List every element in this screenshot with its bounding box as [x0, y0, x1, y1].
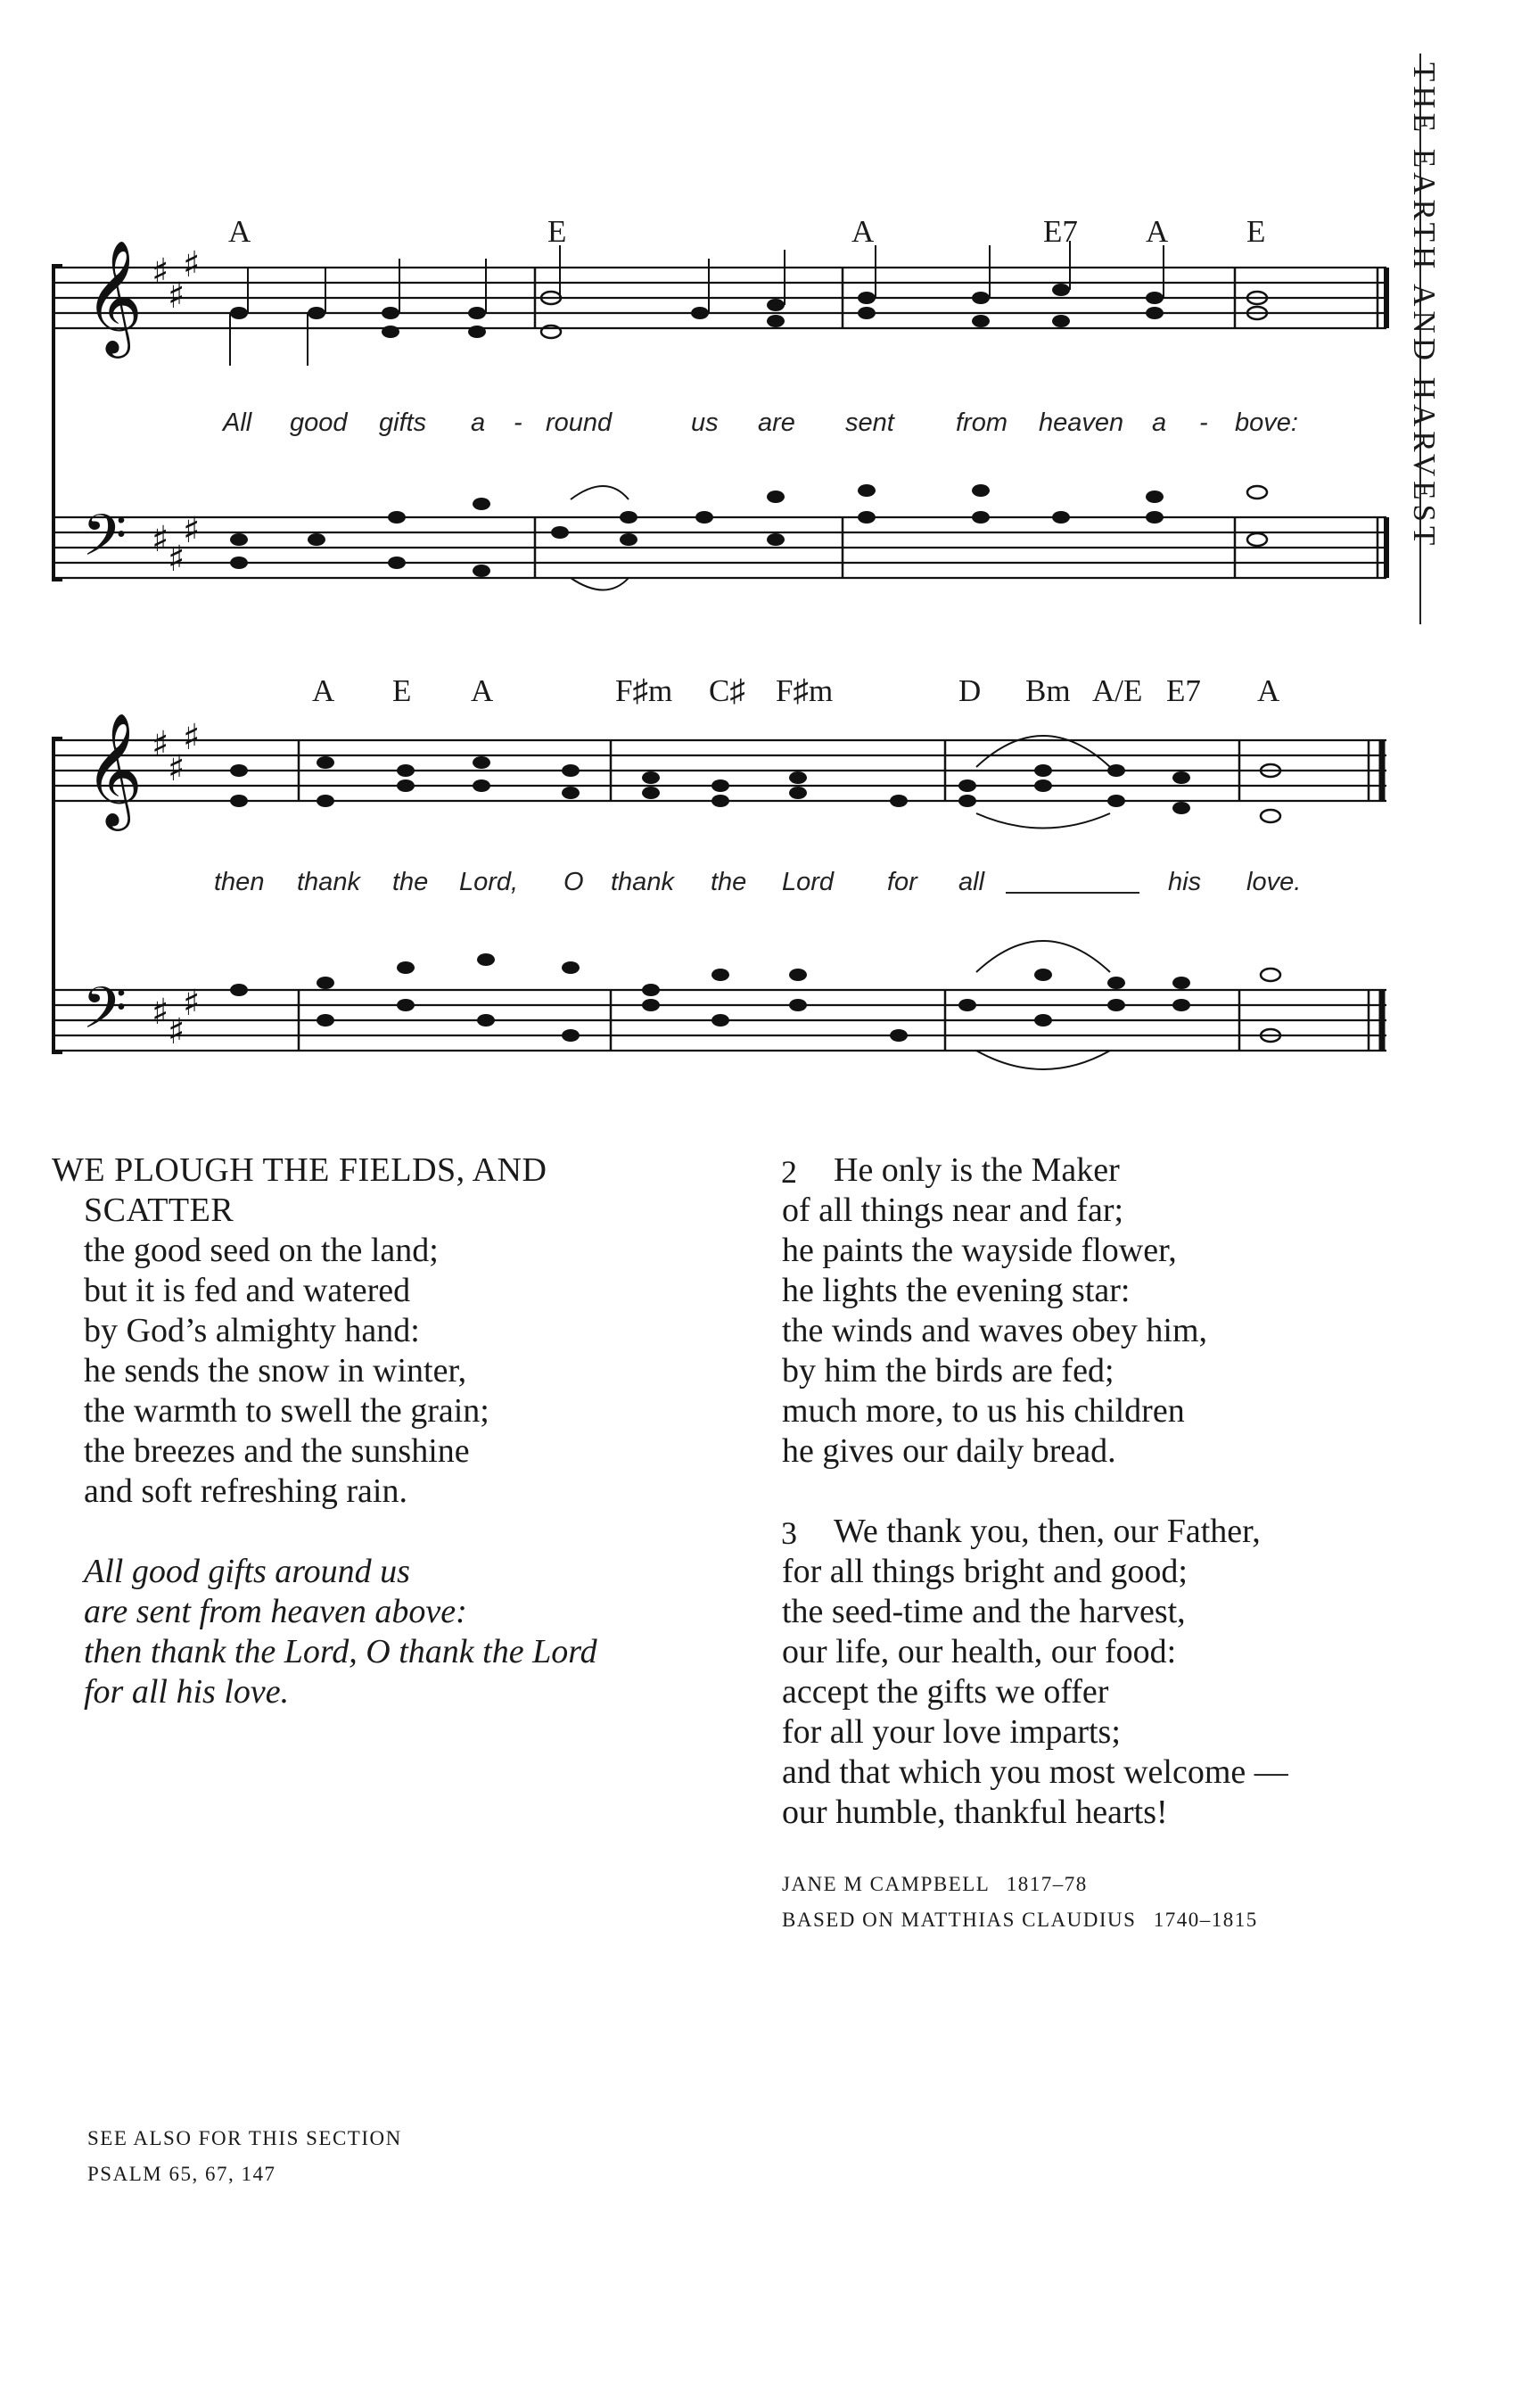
svg-text:♯: ♯: [183, 510, 201, 551]
hymn-title-continued: SCATTER: [84, 1192, 234, 1229]
lyric-syllable: from: [956, 408, 1008, 437]
verse-line: and that which you most welcome —: [782, 1753, 1288, 1791]
lyric-syllable: thank: [297, 868, 360, 896]
svg-text:♯: ♯: [168, 748, 185, 789]
svg-text:♯: ♯: [168, 539, 185, 580]
lyric-extender-line: [1006, 892, 1139, 894]
svg-text:♯: ♯: [152, 992, 169, 1033]
treble-clef-icon: 𝄞: [85, 239, 144, 353]
lyrics-row-2: [0, 868, 1427, 903]
chord-symbol: F♯m: [615, 673, 673, 708]
music-system-2: [0, 0, 1427, 1115]
lyric-syllable: then: [214, 868, 265, 896]
verse-line: for all things bright and good;: [782, 1553, 1188, 1590]
svg-text:♯: ♯: [183, 244, 201, 285]
lyric-syllable: Lord: [782, 868, 835, 896]
verse-line: our humble, thankful hearts!: [782, 1794, 1168, 1831]
svg-text:♯: ♯: [183, 717, 201, 758]
svg-text:♯: ♯: [183, 983, 201, 1024]
svg-text:♯: ♯: [152, 519, 169, 560]
chord-symbol: A: [228, 214, 251, 249]
verse-2: [834, 1150, 1120, 1191]
bass-notes-2: [230, 953, 1190, 1042]
chord-symbol: F♯m: [776, 673, 834, 708]
lyric-syllable: All: [223, 408, 252, 437]
chord-symbol: D: [958, 673, 982, 708]
chord-symbol: E: [547, 214, 567, 249]
chord-symbol: A/E: [1092, 673, 1143, 708]
lyric-syllable: thank: [611, 868, 674, 896]
chord-symbol: A: [1257, 673, 1280, 708]
author-credit: [782, 1873, 1088, 1896]
refrain: [84, 1552, 597, 1712]
chord-symbol: E7: [1166, 673, 1201, 708]
lyric-syllable: the: [711, 868, 747, 896]
verse-line: he paints the wayside flower,: [782, 1232, 1177, 1269]
chord-symbol: C♯: [709, 673, 745, 708]
verse-line: and soft refreshing rain.: [84, 1472, 407, 1510]
lyric-syllable: a: [471, 408, 486, 437]
svg-text:♯: ♯: [168, 1011, 185, 1052]
verse-line: he sends the snow in winter,: [84, 1352, 467, 1390]
svg-text:♯: ♯: [152, 724, 169, 765]
verse-line: accept the gifts we offer: [782, 1673, 1109, 1711]
verse-line: We thank you, then, our Father,: [834, 1513, 1261, 1550]
source-dates: 1740–1815: [1153, 1909, 1258, 1931]
bass-clef-icon: 𝄢: [82, 503, 127, 583]
lyric-syllable: sent: [845, 408, 894, 437]
lyric-syllable: for: [887, 868, 917, 896]
verse-line: the warmth to swell the grain;: [84, 1392, 489, 1430]
verse-line: the seed-time and the harvest,: [782, 1593, 1186, 1630]
see-also-heading: SEE ALSO FOR THIS SECTION: [87, 2127, 402, 2149]
chord-symbol: E7: [1043, 214, 1078, 249]
chord-symbol: E: [392, 673, 412, 708]
lyric-syllable: Lord,: [459, 868, 519, 896]
verse-number: 2: [781, 1154, 797, 1190]
chord-symbol: A: [471, 673, 494, 708]
lyric-syllable: gifts: [379, 408, 427, 437]
svg-text:♯: ♯: [168, 276, 185, 317]
lyric-syllable: -: [514, 408, 522, 437]
chord-symbol: Bm: [1025, 673, 1071, 708]
verse-line: He only is the Maker: [834, 1151, 1120, 1189]
chord-symbol: A: [1146, 214, 1169, 249]
section-running-head: THE EARTH AND HARVEST: [1407, 62, 1442, 550]
lyric-syllable: good: [290, 408, 348, 437]
svg-text:♯: ♯: [152, 252, 169, 293]
verse-line: the breezes and the sunshine: [84, 1432, 470, 1470]
chord-symbol: E: [1246, 214, 1266, 249]
author-dates: 1817–78: [1006, 1873, 1088, 1895]
lyric-syllable: -: [1199, 408, 1208, 437]
verse-line: our life, our health, our food:: [782, 1633, 1177, 1670]
verse-line: he lights the evening star:: [782, 1272, 1131, 1309]
verse-line: for all your love imparts;: [782, 1713, 1121, 1751]
lyric-syllable: round: [546, 408, 613, 437]
see-also-items: PSALM 65, 67, 147: [87, 2163, 276, 2185]
verse-3-body: [782, 1552, 1288, 1833]
verse-line: by him the birds are fed;: [782, 1352, 1114, 1390]
refrain-line: for all his love.: [84, 1673, 290, 1711]
verse-line: the winds and waves obey him,: [782, 1312, 1208, 1349]
refrain-line: All good gifts around us: [84, 1553, 410, 1590]
lyric-syllable: heaven: [1039, 408, 1124, 437]
lyric-syllable: a: [1152, 408, 1167, 437]
lyric-syllable: the: [392, 868, 429, 896]
verse-2-body: [782, 1191, 1207, 1472]
chord-symbol: A: [851, 214, 875, 249]
bass-clef-icon: 𝄢: [82, 976, 127, 1056]
source-name: BASED ON MATTHIAS CLAUDIUS: [782, 1909, 1137, 1931]
verse-1: [52, 1150, 547, 1512]
verse-line: much more, to us his children: [782, 1392, 1185, 1430]
lyric-syllable: bove:: [1235, 408, 1298, 437]
treble-clef-icon: 𝄞: [85, 712, 144, 826]
verse-line: the good seed on the land;: [84, 1232, 439, 1269]
hymn-title: WE PLOUGH THE FIELDS, AND: [52, 1151, 547, 1189]
verse-line: he gives our daily bread.: [782, 1432, 1116, 1470]
verse-3: [834, 1512, 1261, 1552]
verse-line: but it is fed and watered: [84, 1272, 411, 1309]
author-name: JANE M CAMPBELL: [782, 1873, 990, 1895]
source-credit: [782, 1909, 1258, 1932]
lyric-syllable: love.: [1246, 868, 1302, 896]
verse-line: by God’s almighty hand:: [84, 1312, 420, 1349]
refrain-line: are sent from heaven above:: [84, 1593, 467, 1630]
refrain-line: then thank the Lord, O thank the Lord: [84, 1633, 597, 1670]
lyric-syllable: are: [758, 408, 795, 437]
lyric-syllable: all: [958, 868, 985, 896]
verse-line: of all things near and far;: [782, 1192, 1124, 1229]
lyric-syllable: us: [691, 408, 719, 437]
lyric-syllable: O: [563, 868, 584, 896]
lyric-syllable: his: [1168, 868, 1202, 896]
verse-number: 3: [781, 1515, 797, 1551]
chord-symbol: A: [312, 673, 335, 708]
